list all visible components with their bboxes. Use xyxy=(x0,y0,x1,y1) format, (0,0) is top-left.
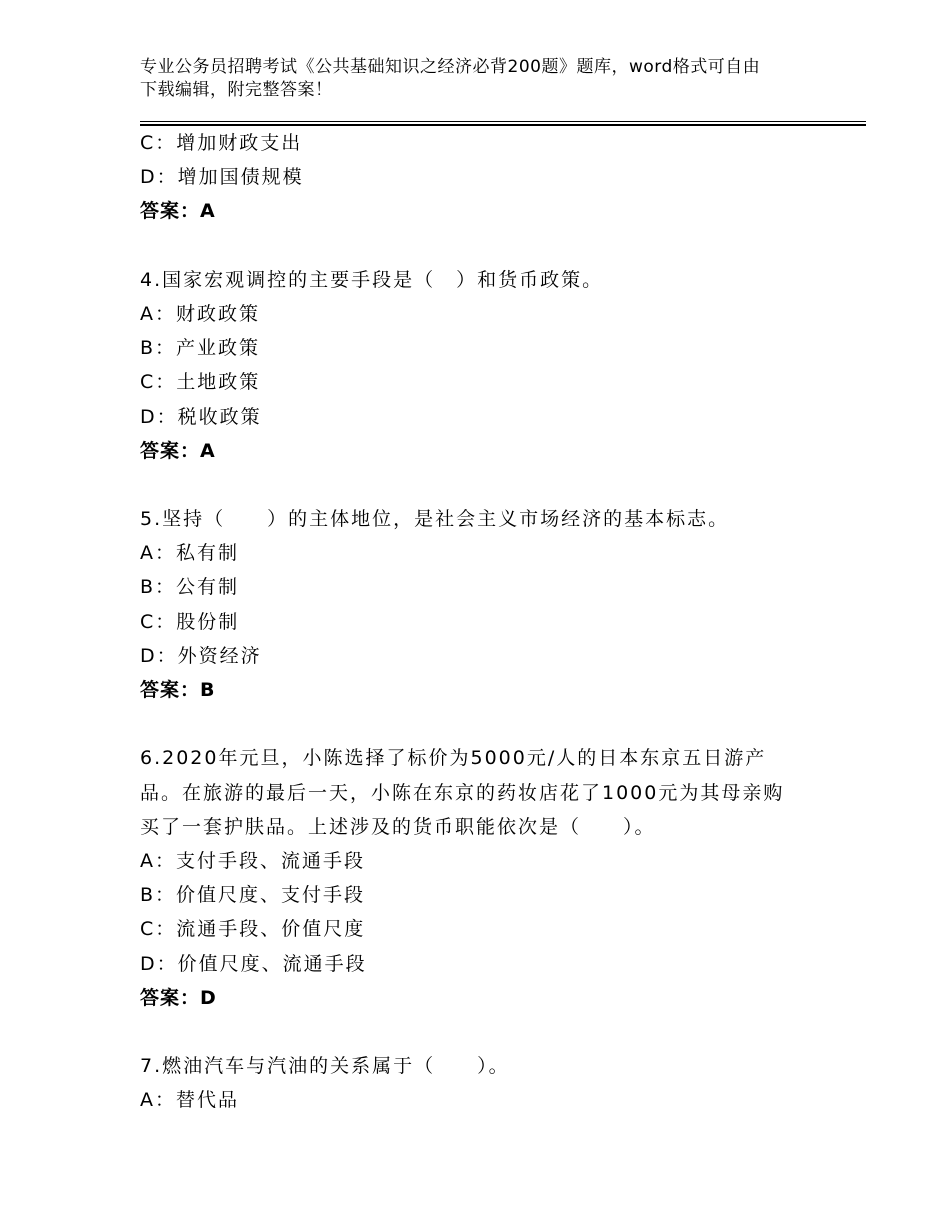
header-rule-thin xyxy=(140,121,866,122)
option-c: C：土地政策 xyxy=(140,371,261,394)
question-text: 4.国家宏观调控的主要手段是（ ）和货币政策。 xyxy=(140,268,604,291)
option-a: A：财政政策 xyxy=(140,302,260,325)
question-5 xyxy=(140,502,840,707)
answer: 答案：B xyxy=(140,679,216,701)
option-b: B：产业政策 xyxy=(140,337,261,360)
option-b: B：价值尺度、支付手段 xyxy=(140,884,366,907)
spacer xyxy=(140,707,840,741)
question-text: 7.燃油汽车与汽油的关系属于（ ）。 xyxy=(140,1055,510,1078)
question-text: 5.坚持（ ）的主体地位，是社会主义市场经济的基本标志。 xyxy=(140,508,730,531)
option-c: C：股份制 xyxy=(140,610,240,633)
option-a: A：替代品 xyxy=(140,1089,239,1112)
option-d: D：增加国债规模 xyxy=(140,166,304,189)
document-body xyxy=(140,126,840,1117)
spacer xyxy=(140,468,840,502)
spacer xyxy=(140,229,840,263)
option-c: C：增加财政支出 xyxy=(140,132,303,154)
question-4 xyxy=(140,263,840,468)
option-d: D：税收政策 xyxy=(140,405,262,428)
page-header xyxy=(140,56,840,102)
question-3-continued xyxy=(140,126,840,229)
header-line-2: 下载编辑，附完整答案！ xyxy=(140,80,333,100)
answer: 答案：D xyxy=(140,986,217,1009)
option-b: B：公有制 xyxy=(140,576,240,599)
spacer xyxy=(140,1015,840,1049)
option-d: D：外资经济 xyxy=(140,644,262,667)
question-text-line-1: 6.2020年元旦，小陈选择了标价为5000元/人的日本东京五日游产 xyxy=(140,747,767,770)
question-text-line-2: 品。在旅游的最后一天，小陈在东京的药妆店花了1000元为其母亲购 xyxy=(140,781,785,804)
option-a: A：私有制 xyxy=(140,542,239,565)
question-6 xyxy=(140,741,840,1015)
answer: 答案：A xyxy=(140,200,216,223)
option-c: C：流通手段、价值尺度 xyxy=(140,918,366,941)
header-line-1: 专业公务员招聘考试《公共基础知识之经济必背200题》题库，word格式可自由 xyxy=(140,57,761,77)
option-a: A：支付手段、流通手段 xyxy=(140,849,365,872)
option-d: D：价值尺度、流通手段 xyxy=(140,952,367,975)
question-text-line-3: 买了一套护肤品。上述涉及的货币职能依次是（ ）。 xyxy=(140,815,656,838)
answer: 答案：A xyxy=(140,439,216,462)
question-7 xyxy=(140,1049,840,1117)
